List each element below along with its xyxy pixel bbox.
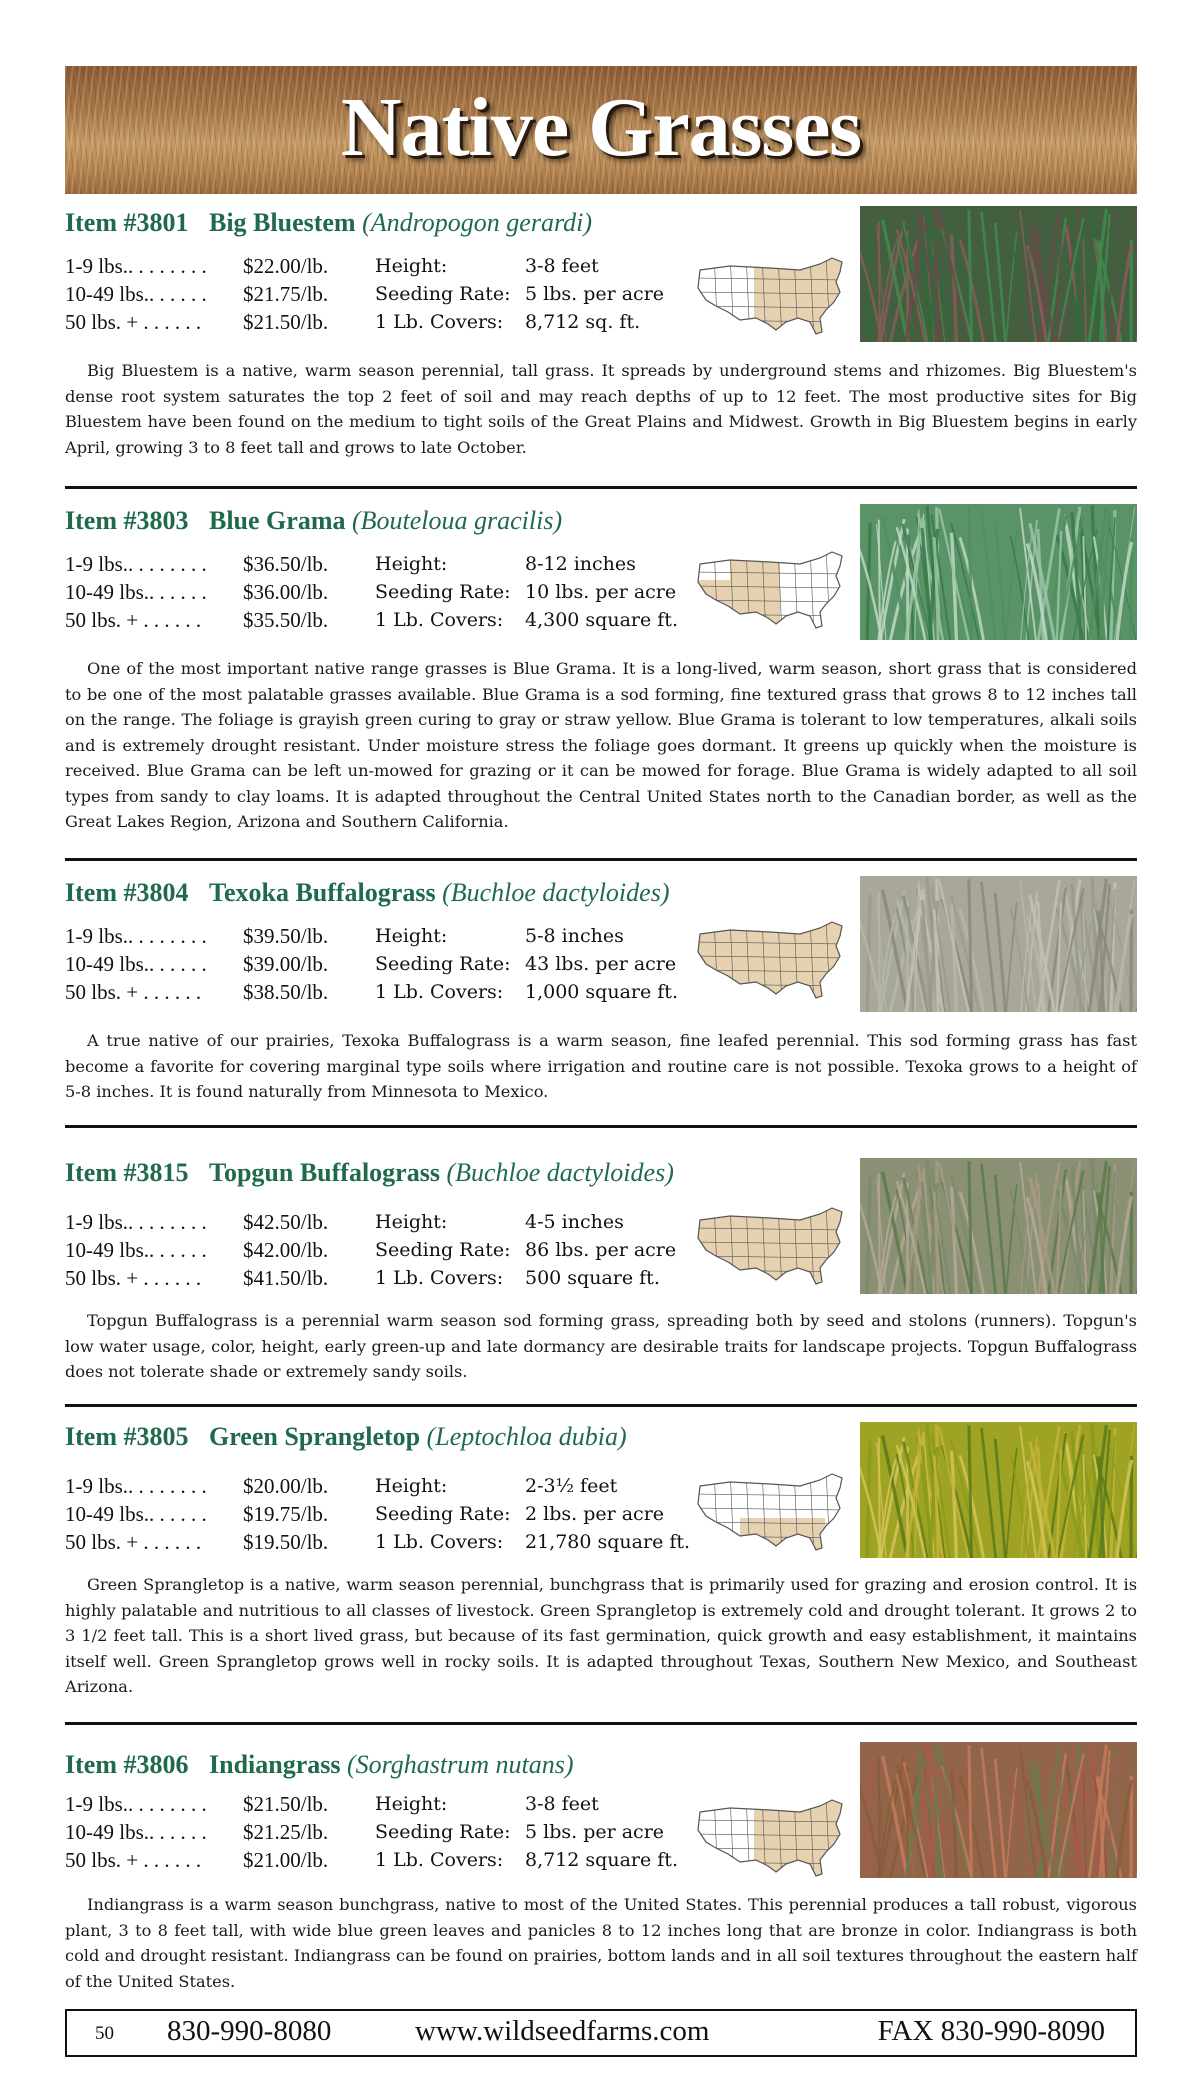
- price-quantity: 50 lbs. + . . . . . .: [65, 608, 202, 632]
- item-number: Item #3804: [65, 878, 189, 907]
- section-divider: [65, 1125, 1137, 1128]
- price-value: $21.25/lb.: [243, 1820, 329, 1844]
- price-quantity: 50 lbs. + . . . . . .: [65, 1530, 202, 1554]
- price-value: $42.00/lb.: [243, 1238, 329, 1262]
- page-title: Native Grasses: [340, 81, 862, 174]
- price-table: [65, 1472, 395, 1556]
- spec-label: 1 Lb. Covers:: [375, 1531, 504, 1553]
- spec-row: [375, 1236, 705, 1264]
- section-divider: [65, 1404, 1137, 1407]
- spec-label: Height:: [375, 553, 448, 575]
- spec-value: 8,712 square ft.: [525, 1849, 678, 1871]
- topgun-buffalograss-photo: [860, 1158, 1137, 1294]
- spec-row: [375, 1472, 705, 1500]
- spec-table: [375, 1790, 705, 1874]
- item-number: Item #3803: [65, 506, 189, 535]
- green-sprangletop-photo: [860, 1422, 1137, 1558]
- spec-label: Height:: [375, 1793, 448, 1815]
- spec-value: 86 lbs. per acre: [525, 1239, 677, 1261]
- item-title: [65, 208, 592, 238]
- price-value: $39.50/lb.: [243, 924, 329, 948]
- item-scientific-name: (Buchloe dactyloides): [442, 878, 670, 907]
- price-value: $22.00/lb.: [243, 254, 329, 278]
- item-name: Topgun Buffalograss: [208, 1158, 440, 1187]
- spec-row: [375, 1500, 705, 1528]
- item-scientific-name: (Leptochloa dubia): [426, 1422, 627, 1451]
- item-description: A true native of our prairies, Texoka Buffalograss is a warm season, fine leafed perennial. This sod forming grass has fast become a favorite for covering marginal type soils where irrigation and routine care is not possible. Texoka grows to a height of 5-8 inches. It is found naturally from Minnesota to Mexico.: [65, 1031, 1137, 1101]
- spec-label: 1 Lb. Covers:: [375, 981, 504, 1003]
- spec-row: [375, 1790, 705, 1818]
- price-value: $35.50/lb.: [243, 608, 329, 632]
- section-divider: [65, 486, 1137, 489]
- spec-label: Seeding Rate:: [375, 1239, 511, 1261]
- spec-label: Seeding Rate:: [375, 1821, 511, 1843]
- price-value: $19.50/lb.: [243, 1530, 329, 1554]
- us-range-map: [690, 546, 850, 636]
- price-quantity: 1-9 lbs.. . . . . . . .: [65, 1474, 207, 1498]
- item-title: [65, 506, 562, 536]
- us-range-map: [690, 1794, 850, 1884]
- price-row: [65, 1500, 395, 1528]
- price-row: [65, 280, 395, 308]
- item-title: [65, 878, 669, 908]
- us-range-map: [690, 1468, 850, 1558]
- price-row: [65, 978, 395, 1006]
- spec-label: 1 Lb. Covers:: [375, 1267, 504, 1289]
- price-row: [65, 550, 395, 578]
- item-title: [65, 1422, 627, 1452]
- big-bluestem-photo: [860, 206, 1137, 342]
- price-row: [65, 606, 395, 634]
- spec-row: [375, 1818, 705, 1846]
- spec-value: 2-3½ feet: [525, 1475, 618, 1497]
- price-table: [65, 550, 395, 634]
- spec-label: Seeding Rate:: [375, 953, 511, 975]
- item-title: [65, 1750, 574, 1780]
- spec-label: Seeding Rate:: [375, 581, 511, 603]
- footer: [65, 2009, 1137, 2057]
- price-quantity: 50 lbs. + . . . . . .: [65, 1266, 202, 1290]
- price-row: [65, 1846, 395, 1874]
- grass-item: [65, 1750, 1137, 2032]
- price-value: $21.50/lb.: [243, 1792, 329, 1816]
- spec-value: 1,000 square ft.: [525, 981, 678, 1003]
- spec-row: [375, 308, 705, 336]
- price-quantity: 10-49 lbs.. . . . . .: [65, 1820, 207, 1844]
- price-table: [65, 922, 395, 1006]
- spec-value: 500 square ft.: [525, 1267, 660, 1289]
- price-quantity: 10-49 lbs.. . . . . .: [65, 1238, 207, 1262]
- spec-label: Seeding Rate:: [375, 283, 511, 305]
- spec-label: Seeding Rate:: [375, 1503, 511, 1525]
- item-description: One of the most important native range grasses is Blue Grama. It is a long-lived, warm season, short grass that is considered to be one of the most palatable grasses available. Blue Grama is a sod forming, fine textured grass that grows 8 to 12 inches tall on the range. The foliage is grayish green curing to gray or straw yellow. Blue Grama is tolerant to low temperatures, alkali soils and is extremely drought resistant. Under moisture stress the foliage goes dormant. It greens up quickly when the moisture is received. Blue Grama can be left un-mowed for grazing or it can be mowed for forage. Blue Grama is widely adapted to all soil types from sandy to clay loams. It is adapted throughout the Central United States north to the Canadian border, as well as the Great Lakes Region, Arizona and Southern California.: [65, 659, 1137, 831]
- price-value: $39.00/lb.: [243, 952, 329, 976]
- price-quantity: 1-9 lbs.. . . . . . . .: [65, 1210, 207, 1234]
- item-scientific-name: (Buchloe dactyloides): [446, 1158, 674, 1187]
- price-quantity: 1-9 lbs.. . . . . . . .: [65, 924, 207, 948]
- price-row: [65, 1790, 395, 1818]
- grass-item: [65, 1422, 1137, 1712]
- spec-value: 5 lbs. per acre: [525, 1821, 665, 1843]
- spec-row: [375, 1208, 705, 1236]
- indiangrass-photo: [860, 1742, 1137, 1878]
- spec-label: 1 Lb. Covers:: [375, 609, 504, 631]
- spec-row: [375, 922, 705, 950]
- item-number: Item #3815: [65, 1158, 189, 1187]
- spec-value: 4,300 square ft.: [525, 609, 678, 631]
- price-quantity: 10-49 lbs.. . . . . .: [65, 580, 207, 604]
- price-row: [65, 922, 395, 950]
- price-row: [65, 308, 395, 336]
- spec-row: [375, 978, 705, 1006]
- spec-value: 4-5 inches: [525, 1211, 624, 1233]
- price-table: [65, 1790, 395, 1874]
- item-name: Green Sprangletop: [208, 1422, 421, 1451]
- grass-item: [65, 208, 1137, 498]
- price-quantity: 50 lbs. + . . . . . .: [65, 310, 202, 334]
- spec-row: [375, 606, 705, 634]
- spec-row: [375, 280, 705, 308]
- item-description: Indiangrass is a warm season bunchgrass, native to most of the United States. This perennial produces a tall robust, vigorous plant, 3 to 8 feet tall, with wide blue green leaves and panicles 8 to 12 inches long that are bronze in color. Indiangrass is both cold and drought resistant. Indiangrass can be found on prairies, bottom lands and in all soil textures throughout the eastern half of the United States.: [65, 1895, 1137, 1991]
- spec-value: 5-8 inches: [525, 925, 624, 947]
- price-quantity: 50 lbs. + . . . . . .: [65, 980, 202, 1004]
- spec-value: 2 lbs. per acre: [525, 1503, 665, 1525]
- spec-value: 43 lbs. per acre: [525, 953, 677, 975]
- price-quantity: 10-49 lbs.. . . . . .: [65, 1502, 207, 1526]
- us-range-map: [690, 916, 850, 1006]
- price-table: [65, 1208, 395, 1292]
- section-divider: [65, 858, 1137, 861]
- page-number: 50: [95, 2023, 114, 2044]
- spec-label: Height:: [375, 1211, 448, 1233]
- item-number: Item #3806: [65, 1750, 189, 1779]
- spec-row: [375, 1264, 705, 1292]
- spec-value: 21,780 square ft.: [525, 1531, 691, 1553]
- spec-label: Height:: [375, 255, 448, 277]
- item-name: Blue Grama: [208, 506, 346, 535]
- price-value: $21.00/lb.: [243, 1848, 329, 1872]
- spec-row: [375, 550, 705, 578]
- banner: [65, 66, 1137, 194]
- item-number: Item #3805: [65, 1422, 189, 1451]
- spec-label: 1 Lb. Covers:: [375, 1849, 504, 1871]
- price-quantity: 10-49 lbs.. . . . . .: [65, 952, 207, 976]
- item-number: Item #3801: [65, 208, 189, 237]
- spec-row: [375, 578, 705, 606]
- spec-row: [375, 1846, 705, 1874]
- spec-row: [375, 252, 705, 280]
- item-description: Topgun Buffalograss is a perennial warm season sod forming grass, spreading both by seed and stolons (runners). Topgun's low water usage, color, height, early green-up and late dormancy are desirable traits for landscape projects. Topgun Buffalograss does not tolerate shade or extremely sandy soils.: [65, 1311, 1137, 1381]
- us-range-map: [690, 252, 850, 342]
- price-quantity: 50 lbs. + . . . . . .: [65, 1848, 202, 1872]
- price-value: $36.00/lb.: [243, 580, 329, 604]
- price-row: [65, 578, 395, 606]
- price-row: [65, 1264, 395, 1292]
- section-divider: [65, 1722, 1137, 1725]
- price-table: [65, 252, 395, 336]
- item-scientific-name: (Andropogon gerardi): [362, 208, 592, 237]
- price-quantity: 1-9 lbs.. . . . . . . .: [65, 254, 207, 278]
- spec-table: [375, 1208, 705, 1292]
- price-value: $19.75/lb.: [243, 1502, 329, 1526]
- price-row: [65, 1528, 395, 1556]
- spec-label: 1 Lb. Covers:: [375, 311, 504, 333]
- website-link[interactable]: www.wildseedfarms.com: [415, 2015, 710, 2047]
- spec-table: [375, 550, 705, 634]
- price-value: $42.50/lb.: [243, 1210, 329, 1234]
- fax-number: FAX 830-990-8090: [877, 2015, 1105, 2047]
- us-range-map: [690, 1202, 850, 1292]
- texoka-buffalograss-photo: [860, 876, 1137, 1012]
- grass-item: [65, 506, 1137, 831]
- blue-grama-photo: [860, 504, 1137, 640]
- spec-value: 3-8 feet: [525, 1793, 599, 1815]
- spec-value: 8,712 sq. ft.: [525, 311, 641, 333]
- price-row: [65, 950, 395, 978]
- price-quantity: 10-49 lbs.. . . . . .: [65, 282, 207, 306]
- price-quantity: 1-9 lbs.. . . . . . . .: [65, 552, 207, 576]
- spec-row: [375, 950, 705, 978]
- spec-value: 8-12 inches: [525, 553, 636, 575]
- spec-value: 3-8 feet: [525, 255, 599, 277]
- price-value: $20.00/lb.: [243, 1474, 329, 1498]
- item-title: [65, 1158, 674, 1188]
- item-description: Green Sprangletop is a native, warm season perennial, bunchgrass that is primarily used for grazing and erosion control. It is highly palatable and nutritious to all classes of livestock. Green Sprangletop is extremely cold and drought tolerant. It grows 2 to 3 1/2 feet tall. This is a short lived grass, but because of its fast germination, quick growth and easy establishment, it maintains itself well. Green Sprangletop grows well in rocky soils. It is adapted throughout Texas, Southern New Mexico, and Southeast Arizona.: [65, 1575, 1137, 1696]
- spec-label: Height:: [375, 925, 448, 947]
- spec-row: [375, 1528, 705, 1556]
- price-value: $41.50/lb.: [243, 1266, 329, 1290]
- spec-table: [375, 252, 705, 336]
- price-row: [65, 1236, 395, 1264]
- item-name: Texoka Buffalograss: [208, 878, 436, 907]
- item-description: Big Bluestem is a native, warm season perennial, tall grass. It spreads by underground stems and rhizomes. Big Bluestem's dense root system saturates the top 2 feet of soil and may reach depths of up to 12 feet. The most productive sites for Big Bluestem have been found on the medium to tight soils of the Great Plains and Midwest. Growth in Big Bluestem begins in early April, growing 3 to 8 feet tall and grows to late October.: [65, 361, 1137, 457]
- price-row: [65, 1472, 395, 1500]
- price-quantity: 1-9 lbs.. . . . . . . .: [65, 1792, 207, 1816]
- item-scientific-name: (Bouteloua gracilis): [351, 506, 563, 535]
- price-value: $21.50/lb.: [243, 310, 329, 334]
- price-value: $38.50/lb.: [243, 980, 329, 1004]
- item-name: Indiangrass: [208, 1750, 341, 1779]
- price-row: [65, 1818, 395, 1846]
- spec-value: 10 lbs. per acre: [525, 581, 677, 603]
- price-row: [65, 252, 395, 280]
- price-value: $21.75/lb.: [243, 282, 329, 306]
- spec-table: [375, 1472, 705, 1556]
- spec-label: Height:: [375, 1475, 448, 1497]
- price-row: [65, 1208, 395, 1236]
- spec-table: [375, 922, 705, 1006]
- phone-number: 830-990-8080: [167, 2015, 332, 2047]
- item-scientific-name: (Sorghastrum nutans): [346, 1750, 574, 1779]
- spec-value: 5 lbs. per acre: [525, 283, 665, 305]
- price-value: $36.50/lb.: [243, 552, 329, 576]
- item-name: Big Bluestem: [208, 208, 356, 237]
